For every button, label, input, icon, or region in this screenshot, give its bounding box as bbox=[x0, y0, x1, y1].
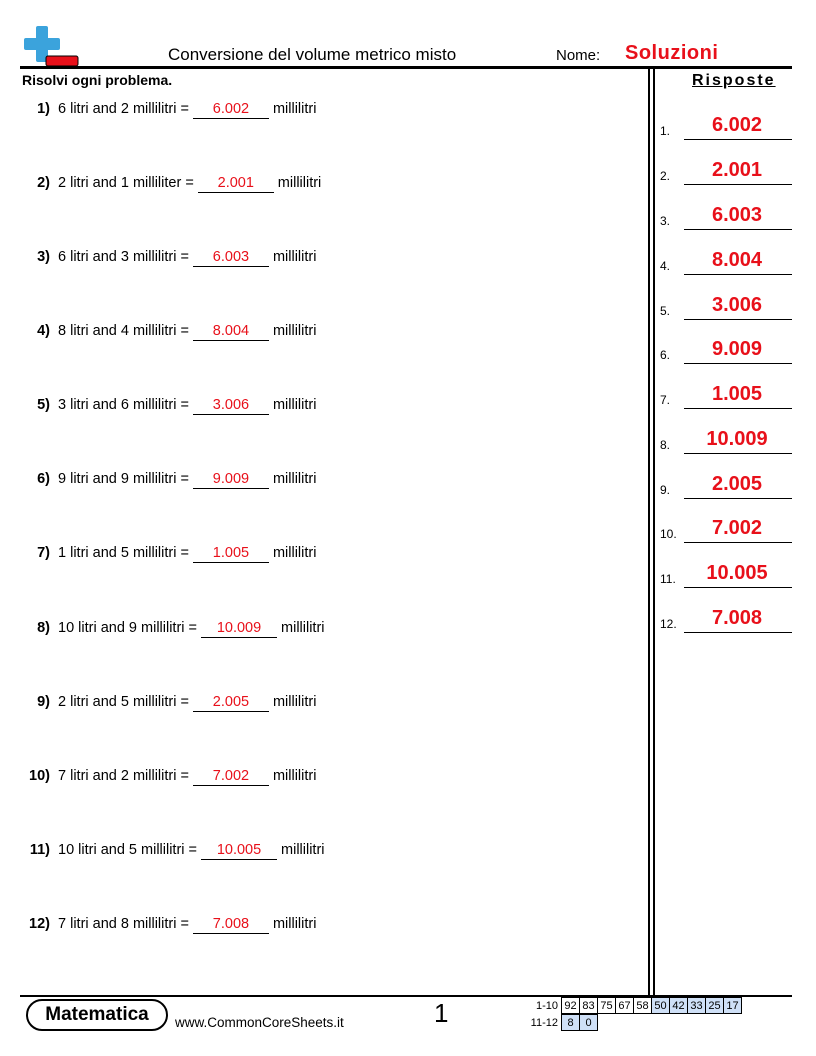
problem-unit: millilitri bbox=[272, 397, 317, 413]
answer-key-number: 11. bbox=[660, 572, 676, 586]
problem-text: 7 litri and 8 millilitri = bbox=[58, 916, 189, 932]
problem-item bbox=[22, 916, 316, 940]
answer-key-item bbox=[660, 603, 792, 633]
problem-number: 5) bbox=[37, 397, 50, 413]
answer-key-item bbox=[660, 513, 792, 543]
answer-key-value: 3.006 bbox=[711, 294, 763, 316]
problem-text: 6 litri and 3 millilitri = bbox=[58, 249, 189, 265]
answer-key-number: 12. bbox=[660, 617, 677, 631]
answer-line bbox=[684, 542, 792, 543]
answer-key-item bbox=[660, 558, 792, 588]
answers-heading: Risposte bbox=[692, 72, 776, 89]
answer-key-number: 3. bbox=[660, 214, 671, 228]
problem-number: 12) bbox=[29, 916, 50, 932]
answer-key-number: 7. bbox=[660, 393, 671, 407]
problem-item bbox=[22, 620, 325, 644]
problem-unit: millilitri bbox=[272, 694, 317, 710]
problem-number: 2) bbox=[37, 175, 50, 191]
answer-key-value: 8.004 bbox=[711, 249, 763, 271]
column-divider bbox=[648, 68, 650, 995]
answer-blank: 8.004 bbox=[193, 323, 269, 341]
answer-key-number: 4. bbox=[660, 259, 671, 273]
score-cell: 25 bbox=[706, 998, 724, 1014]
page-title: Conversione del volume metrico misto bbox=[168, 45, 457, 64]
answer-blank: 10.005 bbox=[201, 842, 277, 860]
answer-line bbox=[684, 453, 792, 454]
page-number: 1 bbox=[434, 998, 449, 1028]
problem-text: 8 litri and 4 millilitri = bbox=[58, 323, 189, 339]
answer-line bbox=[684, 408, 792, 409]
answer-key-item bbox=[660, 155, 792, 185]
answer-key-item bbox=[660, 469, 792, 499]
score-range-label: 1-10 bbox=[535, 999, 558, 1012]
problem-unit: millilitri bbox=[281, 620, 325, 636]
answer-key-value: 1.005 bbox=[711, 383, 763, 405]
answer-line bbox=[684, 319, 792, 320]
problem-unit: millilitri bbox=[277, 175, 322, 191]
score-cell: 0 bbox=[580, 1015, 598, 1031]
answer-line bbox=[684, 498, 792, 499]
answer-key-item bbox=[660, 290, 792, 320]
problem-text: 2 litri and 5 millilitri = bbox=[58, 694, 189, 710]
score-cell: 58 bbox=[634, 998, 652, 1014]
score-cell: 8 bbox=[562, 1015, 580, 1031]
score-cell: 67 bbox=[616, 998, 634, 1014]
problem-item bbox=[22, 471, 316, 495]
score-range-label: 11-12 bbox=[530, 1016, 558, 1029]
problem-number: 10) bbox=[29, 768, 50, 784]
problem-text: 3 litri and 6 millilitri = bbox=[58, 397, 189, 413]
answer-key-number: 8. bbox=[660, 438, 671, 452]
problem-text: 7 litri and 2 millilitri = bbox=[58, 768, 189, 784]
problem-item bbox=[22, 249, 316, 273]
name-value: Soluzioni bbox=[625, 42, 719, 64]
problem-text: 9 litri and 9 millilitri = bbox=[58, 471, 189, 487]
problem-item bbox=[22, 101, 316, 125]
answer-key-item bbox=[660, 110, 792, 140]
problem-number: 6) bbox=[37, 471, 50, 487]
answer-key-item bbox=[660, 424, 792, 454]
answer-key-value: 6.002 bbox=[711, 114, 763, 136]
answer-line bbox=[684, 632, 792, 633]
answer-key-number: 5. bbox=[660, 304, 671, 318]
problem-unit: millilitri bbox=[272, 323, 317, 339]
problem-text: 2 litri and 1 milliliter = bbox=[58, 175, 194, 191]
problem-item bbox=[22, 397, 316, 421]
answer-blank: 3.006 bbox=[193, 397, 269, 415]
problem-unit: millilitri bbox=[281, 842, 325, 858]
answer-key-number: 9. bbox=[660, 483, 671, 497]
score-cell: 83 bbox=[580, 998, 598, 1014]
answer-key-value: 9.009 bbox=[711, 338, 763, 360]
problem-number: 4) bbox=[37, 323, 50, 339]
problem-text: 10 litri and 9 millilitri = bbox=[58, 620, 198, 636]
answer-blank: 1.005 bbox=[193, 545, 269, 563]
score-cell: 75 bbox=[598, 998, 616, 1014]
site-url: www.CommonCoreSheets.it bbox=[175, 1015, 344, 1030]
problem-item bbox=[22, 842, 325, 866]
problem-item bbox=[22, 175, 321, 199]
answer-key-item bbox=[660, 245, 792, 275]
answer-key-item bbox=[660, 200, 792, 230]
problem-number: 11) bbox=[29, 842, 50, 858]
score-cell: 42 bbox=[670, 998, 688, 1014]
instructions: Risolvi ogni problema. bbox=[22, 72, 173, 88]
answer-blank: 2.001 bbox=[198, 175, 274, 193]
problem-item bbox=[22, 694, 316, 718]
answer-key-number: 1. bbox=[660, 124, 671, 138]
answer-key-value: 6.003 bbox=[711, 204, 763, 226]
problem-unit: millilitri bbox=[272, 545, 317, 561]
problem-number: 1) bbox=[37, 101, 50, 117]
problem-unit: millilitri bbox=[272, 249, 317, 265]
answer-line bbox=[684, 184, 792, 185]
score-cell: 92 bbox=[562, 998, 580, 1014]
answer-key-value: 10.005 bbox=[706, 562, 768, 584]
problem-item bbox=[22, 323, 316, 347]
answer-line bbox=[684, 274, 792, 275]
answer-line bbox=[684, 587, 792, 588]
problem-text: 1 litri and 5 millilitri = bbox=[58, 545, 189, 561]
problem-number: 3) bbox=[37, 249, 50, 265]
answer-key-value: 10.009 bbox=[706, 428, 768, 450]
score-cell: 17 bbox=[724, 998, 742, 1014]
score-table-row-2 bbox=[530, 1014, 598, 1031]
problem-text: 10 litri and 5 millilitri = bbox=[58, 842, 198, 858]
answer-blank: 2.005 bbox=[193, 694, 269, 712]
problem-number: 9) bbox=[37, 694, 50, 710]
score-cell: 50 bbox=[652, 998, 670, 1014]
answer-blank: 6.002 bbox=[193, 101, 269, 119]
brand-badge: Matematica bbox=[26, 999, 168, 1031]
score-table-row-1 bbox=[530, 997, 742, 1014]
answer-blank: 9.009 bbox=[193, 471, 269, 489]
problem-unit: millilitri bbox=[272, 768, 317, 784]
answer-key-number: 10. bbox=[660, 527, 677, 541]
answer-blank: 6.003 bbox=[193, 249, 269, 267]
problem-unit: millilitri bbox=[272, 916, 317, 932]
score-cell: 33 bbox=[688, 998, 706, 1014]
answer-key-value: 7.008 bbox=[711, 607, 763, 629]
answer-blank: 10.009 bbox=[201, 620, 277, 638]
header-rule bbox=[20, 66, 792, 69]
answer-key-value: 2.001 bbox=[711, 159, 763, 181]
problem-number: 8) bbox=[37, 620, 50, 636]
answer-key-number: 6. bbox=[660, 348, 671, 362]
problem-number: 7) bbox=[37, 545, 50, 561]
answer-line bbox=[684, 139, 792, 140]
column-divider bbox=[653, 68, 655, 995]
problem-item bbox=[22, 768, 316, 792]
answer-blank: 7.008 bbox=[193, 916, 269, 934]
logo-icon bbox=[22, 24, 80, 68]
problem-item bbox=[22, 545, 316, 569]
answer-key-value: 2.005 bbox=[711, 473, 763, 495]
problem-unit: millilitri bbox=[272, 101, 317, 117]
name-label: Nome: bbox=[556, 47, 601, 64]
answer-key-item bbox=[660, 334, 792, 364]
answer-blank: 7.002 bbox=[193, 768, 269, 786]
problem-text: 6 litri and 2 millilitri = bbox=[58, 101, 189, 117]
problem-unit: millilitri bbox=[272, 471, 317, 487]
answer-key-item bbox=[660, 379, 792, 409]
answer-line bbox=[684, 229, 792, 230]
answer-key-value: 7.002 bbox=[711, 517, 763, 539]
answer-line bbox=[684, 363, 792, 364]
answer-key-number: 2. bbox=[660, 169, 671, 183]
